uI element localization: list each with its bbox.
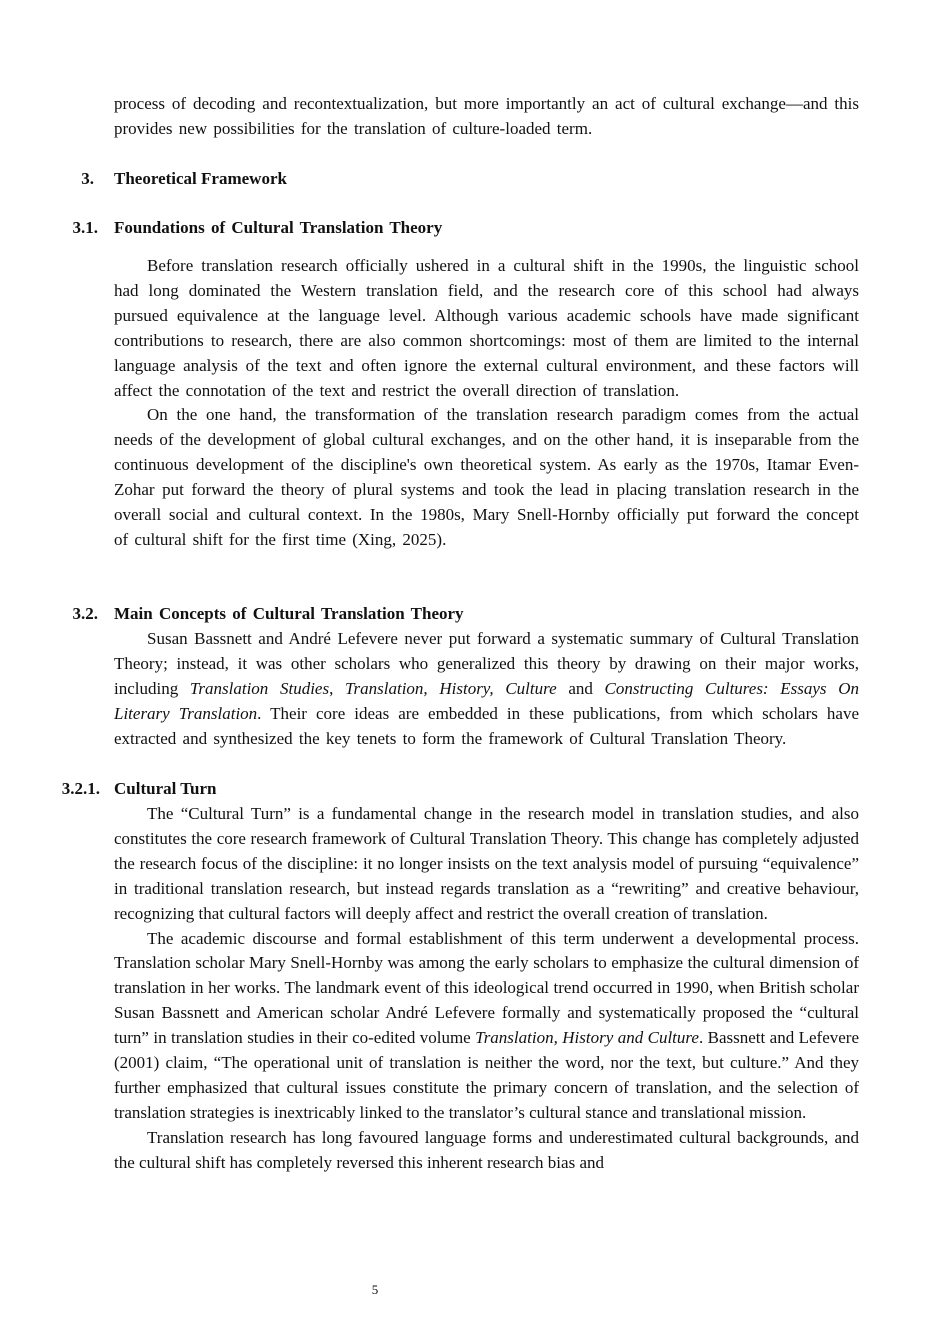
intro-paragraph: process of decoding and recontextualization, but more importantly an act of cultural exchange—and this provides new possibilities for the translation of culture-loaded term. (114, 94, 859, 138)
section-3-2-1-number: 3.2.1. (61, 779, 100, 798)
text-run: . Their core ideas are embedded in these publications, from which scholars have extracted and synthesized the key tenets to form the framework of Cultural Translation Theory. (114, 703, 859, 748)
section-3-2-1-heading: Cultural Turn (114, 779, 217, 798)
section-3-2-heading: Main Concepts of Cultural Translation Theory (114, 604, 464, 623)
text-run: Susan Bassnett and André Lefevere never put forward a systematic summary of Cultural Translation Theory; instead, it was other scholars who generalized this theory by drawing on their major works, including (114, 629, 859, 698)
section-3-number: 3. (81, 169, 94, 188)
section-3-1-body (114, 254, 859, 553)
section-3-2-1-paragraph-1: The “Cultural Turn” is a fundamental change in the research model in translation studies, and also constitutes the core research framework of Cultural Translation Theory. This change has completely adjusted the research focus of the discipline: it no longer insists on the text analysis model of pursuing “equivalence” in traditional translation research, but instead regards translation as a “rewriting” and creative behaviour, recognizing that cultural factors will deeply affect and restrict the overall creation of translation. (114, 804, 859, 923)
book-title-translation-history-and-culture: Translation, History and Culture (475, 1028, 699, 1048)
section-3-1-paragraph-1: Before translation research officially ushered in a cultural shift in the 1990s, the linguistic school had long dominated the Western translation field, and the research core of this school had always pursued equivalence at the language level. Although various academic schools have made significant contributions to research, there are also common shortcomings: most of them are limited to the internal language analysis of the text and often ignore the external cultural environment, and these factors will affect the connotation of the text and restrict the overall direction of translation. (114, 256, 859, 400)
page-number: 5 (371, 1282, 379, 1297)
book-title-translation-history-culture: Translation, History, Culture (345, 678, 557, 698)
text-run: and (556, 678, 605, 698)
section-3-2-1-body (114, 802, 859, 1176)
text-run: , (329, 678, 346, 698)
section-3-2-1-paragraph-2 (114, 927, 859, 1126)
section-3-2-number: 3.2. (72, 604, 98, 623)
text-run: . Bassnett and Lefevere (2001) claim, “The operational unit of translation is neither the word, nor the text, but culture.” And they further emphasized that cultural issues constitute the primary concern of translation, and the selection of translation strategies is inextricably linked to the translator’s cultural stance and translational mission. (114, 1028, 860, 1122)
section-3-2-1-paragraph-3: Translation research has long favoured language forms and underestimated cultural backgrounds, and the cultural shift has completely reversed this inherent research bias and (114, 1127, 859, 1172)
intro-paragraph-block (114, 92, 859, 142)
section-3-2-body (114, 627, 859, 752)
section-3-1-paragraph-2: On the one hand, the transformation of the translation research paradigm comes from the actual needs of the development of global cultural exchanges, and on the other hand, it is inseparable from the continuous development of the discipline's own theoretical system. As early as the 1970s, Itamar Even-Zohar put forward the theory of plural systems and took the lead in placing translation research in the overall social and cultural context. In the 1980s, Mary Snell-Hornby officially put forward the concept of cultural shift for the first time (Xing, 2025). (114, 405, 859, 549)
text-run: The academic discourse and formal establishment of this term underwent a developmental process. Translation scholar Mary Snell-Hornby was among the early scholars to emphasize the cultural dimension of translation in her works. The landmark event of this ideological trend occurred in 1990, when British scholar Susan Bassnett and American scholar André Lefevere formally and systematically proposed the “cultural turn” in translation studies in their co-edited volume (114, 928, 859, 1048)
book-title-translation-studies: Translation Studies (189, 678, 330, 698)
section-3-1-heading: Foundations of Cultural Translation Theory (114, 218, 443, 237)
section-3-2-paragraph-1 (114, 627, 859, 752)
section-3-heading: Theoretical Framework (114, 169, 287, 188)
book-title-constructing-cultures: Constructing Cultures: Essays On Literary Translation (114, 678, 859, 723)
section-3-1-number: 3.1. (72, 218, 98, 237)
